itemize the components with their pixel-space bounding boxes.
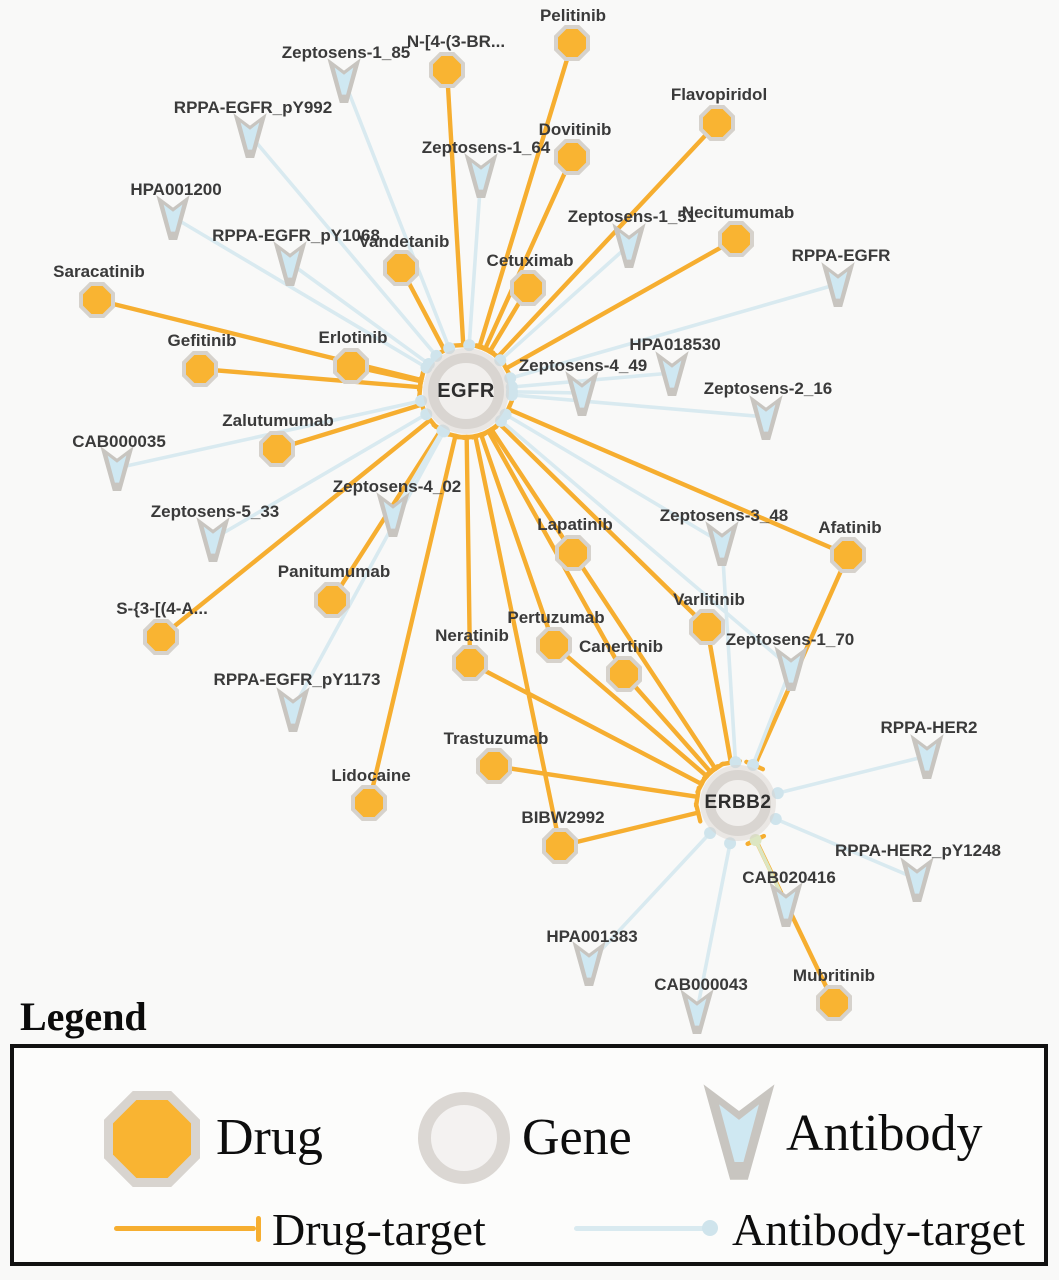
drug-octagon-icon	[558, 29, 586, 57]
node-label: Zeptosens-5_33	[150, 502, 280, 521]
node-label: Lapatinib	[537, 515, 613, 534]
antibody-target-legend-dot	[702, 1220, 718, 1236]
node-label: RPPA-EGFR_pY1068	[212, 226, 380, 245]
drug-legend-icon	[104, 1091, 200, 1187]
node-label: HPA001383	[546, 927, 638, 946]
antibody-node[interactable]	[564, 369, 600, 417]
antibody-node[interactable]	[375, 490, 411, 538]
legend-box	[10, 1044, 1048, 1266]
legend-label-drug: Drug	[216, 1109, 323, 1166]
antibody-node[interactable]	[909, 732, 945, 780]
node-label: RPPA-HER2	[880, 718, 978, 737]
node-label: N-[4-(3-BR...	[406, 32, 506, 51]
legend-label-antibody: Antibody	[786, 1105, 983, 1162]
node-label: Cetuximab	[486, 251, 574, 270]
node-label: HPA018530	[629, 335, 721, 354]
node-label: Afatinib	[818, 518, 882, 537]
drug-octagon-icon	[559, 539, 587, 567]
antibody-target-dot	[750, 834, 762, 846]
antibody-node[interactable]	[275, 685, 311, 733]
drug-node[interactable]	[699, 105, 735, 141]
drug-node[interactable]	[536, 627, 572, 663]
drug-octagon-icon	[540, 631, 568, 659]
drug-node[interactable]	[143, 619, 179, 655]
drug-target-legend-tee	[256, 1216, 261, 1242]
node-label: CAB000043	[654, 975, 748, 994]
antibody-target-dot	[438, 425, 450, 437]
drug-node[interactable]	[555, 535, 591, 571]
node-label: Varlitinib	[673, 590, 745, 609]
antibody-node[interactable]	[704, 519, 740, 567]
node-label: Mubritinib	[792, 966, 876, 985]
drug-node[interactable]	[554, 139, 590, 175]
antibody-target-dot	[495, 415, 507, 427]
drug-octagon-icon	[703, 109, 731, 137]
antibody-target-dot	[420, 408, 432, 420]
node-label: RPPA-EGFR	[791, 246, 891, 265]
drug-node[interactable]	[452, 645, 488, 681]
antibody-node[interactable]	[773, 644, 809, 692]
node-label: Neratinib	[435, 626, 509, 645]
antibody-node[interactable]	[748, 393, 784, 441]
antibody-target-legend-line	[574, 1226, 710, 1231]
drug-node[interactable]	[718, 221, 754, 257]
drug-octagon-icon	[456, 649, 484, 677]
drug-target-edge	[497, 123, 717, 357]
node-label: BIBW2992	[521, 808, 605, 827]
antibody-target-dot	[747, 759, 759, 771]
drug-octagon-icon	[558, 143, 586, 171]
drug-node[interactable]	[314, 582, 350, 618]
antibody-target-dot	[729, 756, 741, 768]
gene-legend-icon	[418, 1092, 510, 1184]
drug-octagon-icon	[147, 623, 175, 651]
antibody-node[interactable]	[155, 193, 191, 241]
antibody-target-dot	[494, 354, 506, 366]
node-label: RPPA-EGFR_pY992	[173, 98, 333, 117]
antibody-target-dot	[724, 837, 736, 849]
node-label: CAB000035	[72, 432, 166, 451]
node-label: Dovitinib	[538, 120, 612, 139]
antibody-target-dot	[770, 813, 782, 825]
node-label: Lidocaine	[331, 766, 411, 785]
node-label: Pertuzumab	[507, 608, 605, 627]
drug-octagon-icon	[83, 286, 111, 314]
node-label: Zeptosens-1_51	[567, 207, 697, 226]
drug-octagon-icon	[693, 613, 721, 641]
antibody-target-edge	[469, 175, 481, 345]
drug-octagon-icon	[186, 355, 214, 383]
legend-label-gene: Gene	[522, 1109, 632, 1166]
node-label: HPA001200	[130, 180, 222, 199]
antibody-node[interactable]	[611, 221, 647, 269]
node-label: Zeptosens-1_64	[421, 138, 551, 157]
drug-target-legend-line	[114, 1226, 256, 1231]
drug-node[interactable]	[351, 785, 387, 821]
antibody-legend-icon	[701, 1080, 777, 1182]
node-label: Zalutumumab	[222, 411, 334, 430]
node-label: RPPA-HER2_pY1248	[835, 841, 1001, 860]
drug-node[interactable]	[542, 828, 578, 864]
node-label: Zeptosens-4_02	[332, 477, 462, 496]
node-label: S-{3-[(4-A...	[116, 599, 208, 618]
drug-octagon-icon	[480, 752, 508, 780]
drug-node[interactable]	[476, 748, 512, 784]
node-label: Erlotinib	[318, 328, 388, 347]
antibody-target-dot	[443, 342, 455, 354]
drug-node[interactable]	[816, 985, 852, 1021]
drug-octagon-icon	[546, 832, 574, 860]
antibody-target-dot	[704, 827, 716, 839]
antibody-node[interactable]	[272, 239, 308, 287]
node-label: Zeptosens-3_48	[659, 506, 789, 525]
drug-octagon-icon	[834, 541, 862, 569]
drug-octagon-icon	[433, 56, 461, 84]
drug-target-tee	[696, 804, 700, 821]
node-label: Zeptosens-4_49	[518, 356, 648, 375]
gene-node[interactable]: EGFR	[428, 353, 504, 429]
antibody-target-dot	[415, 395, 427, 407]
antibody-node[interactable]	[232, 111, 268, 159]
drug-octagon-icon	[722, 225, 750, 253]
legend-label-drug-target: Drug-target	[272, 1204, 486, 1255]
antibody-node[interactable]	[899, 855, 935, 903]
drug-node[interactable]	[689, 609, 725, 645]
drug-octagon-icon	[820, 989, 848, 1017]
drug-octagon-icon	[337, 352, 365, 380]
antibody-node[interactable]	[820, 260, 856, 308]
node-label: Panitumumab	[277, 562, 391, 581]
antibody-target-edge	[778, 756, 927, 793]
legend-title: Legend	[20, 994, 147, 1039]
gene-node[interactable]: ERBB2	[705, 770, 771, 836]
drug-octagon-icon	[318, 586, 346, 614]
node-label: Canertinib	[578, 637, 664, 656]
node-label: Flavopiridol	[670, 85, 768, 104]
antibody-node[interactable]	[654, 349, 690, 397]
antibody-target-dot	[423, 358, 435, 370]
node-label: Zeptosens-1_85	[281, 43, 411, 62]
node-label: Zeptosens-2_16	[703, 379, 833, 398]
antibody-node[interactable]	[463, 151, 499, 199]
drug-octagon-icon	[610, 660, 638, 688]
drug-target-edge	[494, 766, 697, 797]
antibody-target-dot	[463, 339, 475, 351]
node-label: Gefitinib	[167, 331, 237, 350]
drug-node[interactable]	[554, 25, 590, 61]
drug-octagon-icon	[514, 274, 542, 302]
node-label: CAB020416	[742, 868, 836, 887]
node-label: Trastuzumab	[443, 729, 549, 748]
node-label: Saracatinib	[53, 262, 145, 281]
node-label: Vandetanib	[358, 232, 450, 251]
node-label: Pelitinib	[539, 6, 607, 25]
node-label: Zeptosens-1_70	[725, 630, 855, 649]
drug-node[interactable]	[606, 656, 642, 692]
drug-target-edge	[624, 674, 711, 772]
drug-octagon-icon	[387, 254, 415, 282]
antibody-node[interactable]	[326, 56, 362, 104]
antibody-target-dot	[772, 787, 784, 799]
drug-octagon-icon	[355, 789, 383, 817]
node-label: Necitumumab	[681, 203, 795, 222]
legend-label-antibody-target: Antibody-target	[732, 1204, 1025, 1255]
drug-node[interactable]	[830, 537, 866, 573]
drug-octagon-icon	[263, 435, 291, 463]
drug-target-edge	[447, 70, 463, 345]
drug-node[interactable]	[510, 270, 546, 306]
antibody-node[interactable]	[195, 515, 231, 563]
antibody-target-dot	[506, 389, 518, 401]
drug-target-tee	[419, 372, 423, 390]
node-label: RPPA-EGFR_pY1173	[213, 670, 381, 689]
